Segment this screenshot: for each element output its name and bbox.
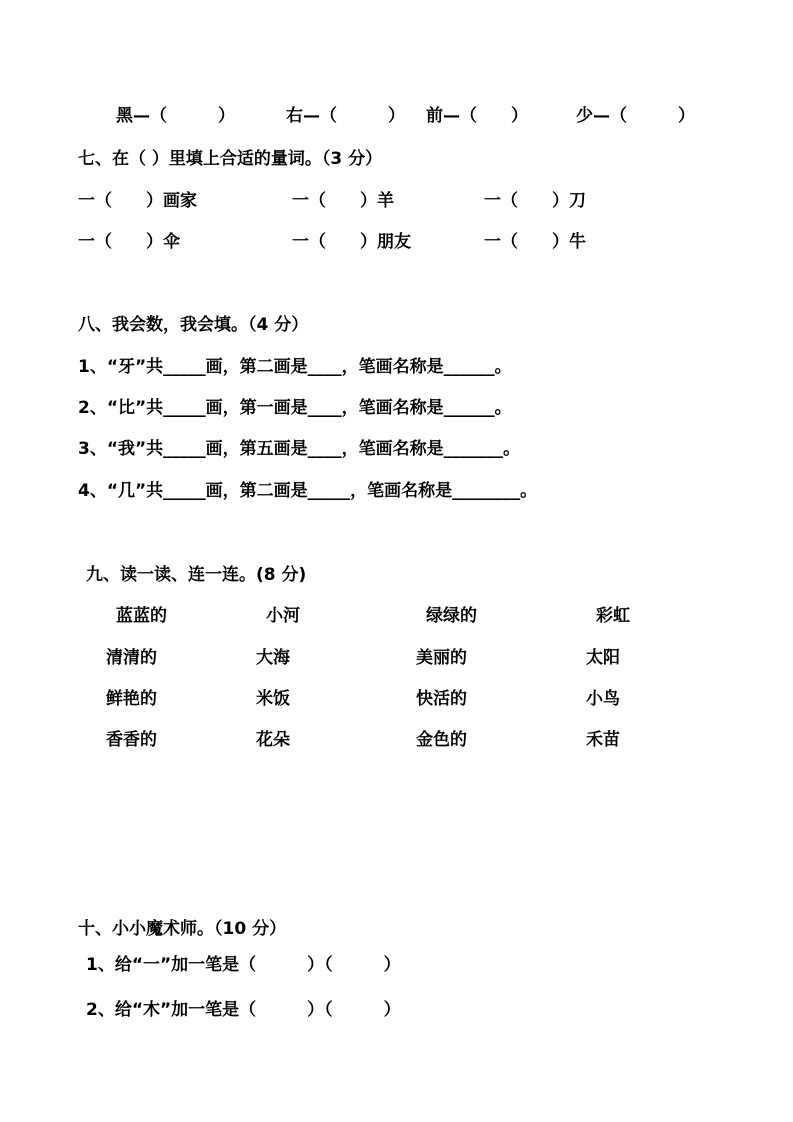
antonym-item: 前—（ ） — [426, 106, 528, 126]
measure-word-item: 一（ ）牛 — [484, 232, 586, 252]
measure-word-item: 一（ ）羊 — [292, 191, 394, 211]
stroke-question: 3、“我”共_____画，第五画是____，笔画名称是_______。 — [78, 439, 521, 459]
antonym-item: 右—（ ） — [286, 106, 405, 126]
match-word: 大海 — [256, 648, 290, 668]
match-word: 花朵 — [256, 730, 290, 750]
add-stroke-question: 2、给“木”加一笔是（ ）（ ） — [86, 1000, 401, 1020]
match-word: 金色的 — [416, 730, 467, 750]
measure-word-item: 一（ ）刀 — [484, 191, 586, 211]
section-title-9: 九、读一读、连一连。(8 分) — [86, 565, 307, 585]
match-word: 清清的 — [106, 648, 157, 668]
match-word: 绿绿的 — [426, 606, 477, 626]
measure-word-item: 一（ ）伞 — [78, 232, 180, 252]
measure-word-item: 一（ ）朋友 — [292, 232, 411, 252]
match-word: 蓝蓝的 — [116, 606, 167, 626]
add-stroke-question: 1、给“一”加一笔是（ ）（ ） — [86, 955, 401, 975]
match-word: 美丽的 — [416, 648, 467, 668]
stroke-question: 2、“比”共_____画，第一画是____，笔画名称是______。 — [78, 398, 512, 418]
match-word: 快活的 — [416, 689, 467, 709]
match-word: 米饭 — [256, 689, 290, 709]
stroke-question: 1、“牙”共_____画，第二画是____，笔画名称是______。 — [78, 357, 512, 377]
match-word: 小鸟 — [586, 689, 620, 709]
match-word: 禾苗 — [586, 730, 620, 750]
section-title-10: 十、小小魔术师。（10 分） — [78, 919, 287, 939]
stroke-question: 4、“几”共_____画，第二画是_____，笔画名称是________。 — [78, 481, 538, 501]
match-word: 鲜艳的 — [106, 689, 157, 709]
match-word: 小河 — [266, 606, 300, 626]
measure-word-item: 一（ ）画家 — [78, 191, 197, 211]
antonym-item: 黑—（ ） — [116, 106, 235, 126]
match-word: 香香的 — [106, 730, 157, 750]
match-word: 太阳 — [586, 648, 620, 668]
section-title-7: 七、在（ ）里填上合适的量词。（3 分） — [78, 149, 383, 169]
antonym-item: 少—（ ） — [576, 106, 695, 126]
section-title-8: 八、我会数，我会填。（4 分） — [78, 315, 309, 335]
match-word: 彩虹 — [596, 606, 630, 626]
